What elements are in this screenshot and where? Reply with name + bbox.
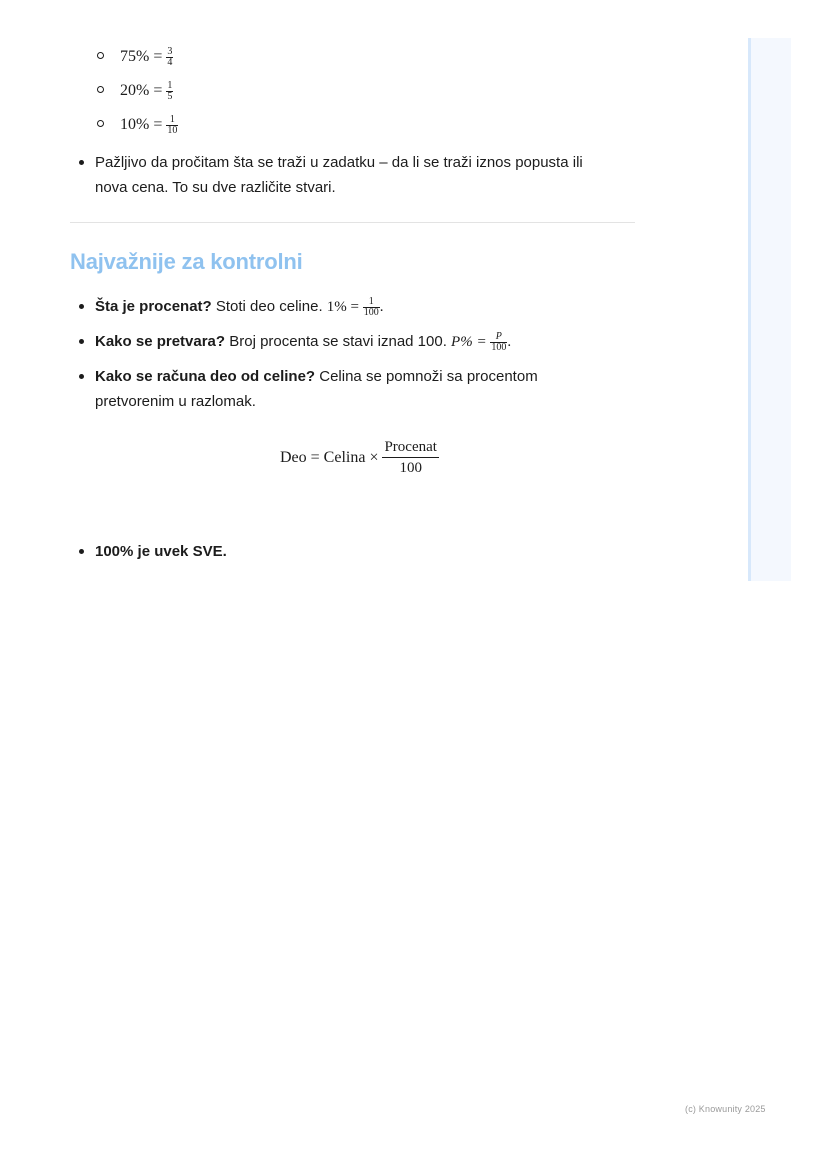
hollow-bullet-icon (97, 52, 104, 59)
list-item (100, 108, 178, 142)
bullet-icon (79, 549, 84, 554)
note-line-1: Pažljivo da pročitam šta se traži u zadatku – da li se traži iznos popusta ili (95, 154, 583, 171)
math-expression: 75% = $\frac{3}{4}$ (120, 45, 173, 68)
fraction: $\frac{P}{100}$ (491, 331, 507, 354)
list-item: Kako se računa deo od celine? Celina se pomnoži sa procentom pretvorenim u razlomak. (95, 364, 635, 414)
list-item (100, 40, 178, 74)
bullet-icon (79, 374, 84, 379)
math-expression: 1% = $\frac{1}{100}$ . (326, 296, 384, 319)
math-expression: 20% = $\frac{1}{5}$ (120, 79, 173, 102)
section-title: Najvažnije za kontrolni (70, 249, 303, 274)
bullet-icon (79, 339, 84, 344)
bullet-icon (79, 160, 84, 165)
list-item (100, 74, 178, 108)
formula: Deo = Celina × $\frac{\text{Procenat}}{100}$ (280, 439, 437, 476)
fraction: $\frac{1}{100}$ (363, 296, 379, 319)
math-expression: P% = $\frac{P}{100}$ . (451, 331, 512, 354)
bullet-icon (79, 304, 84, 309)
fraction: $\frac{3}{4}$ (167, 45, 173, 68)
fraction: $\frac{\text{Procenat}}{100}$ (384, 439, 437, 476)
side-panel (748, 38, 791, 581)
fraction-sub-list (100, 40, 178, 142)
note-item (95, 150, 635, 200)
list-item: Kako se pretvara? Broj procenta se stavi iznad 100. P% = $\frac{P}{100}$ . (95, 329, 635, 355)
list-item: Šta je procenat? Stoti deo celine. 1% = $\frac{1}{100}$ . (95, 294, 635, 320)
math-expression: 10% = $\frac{1}{10}$ (120, 113, 178, 136)
hollow-bullet-icon (97, 86, 104, 93)
fraction: $\frac{1}{5}$ (167, 79, 173, 102)
list-item: 100% je uvek SVE. (95, 539, 227, 564)
section-divider (70, 222, 635, 223)
copyright-footer: (c) Knowunity 2025 (685, 1104, 766, 1114)
note-line-2: nova cena. To su dve različite stvari. (95, 179, 336, 196)
hollow-bullet-icon (97, 120, 104, 127)
fraction: $\frac{1}{10}$ (167, 113, 178, 136)
